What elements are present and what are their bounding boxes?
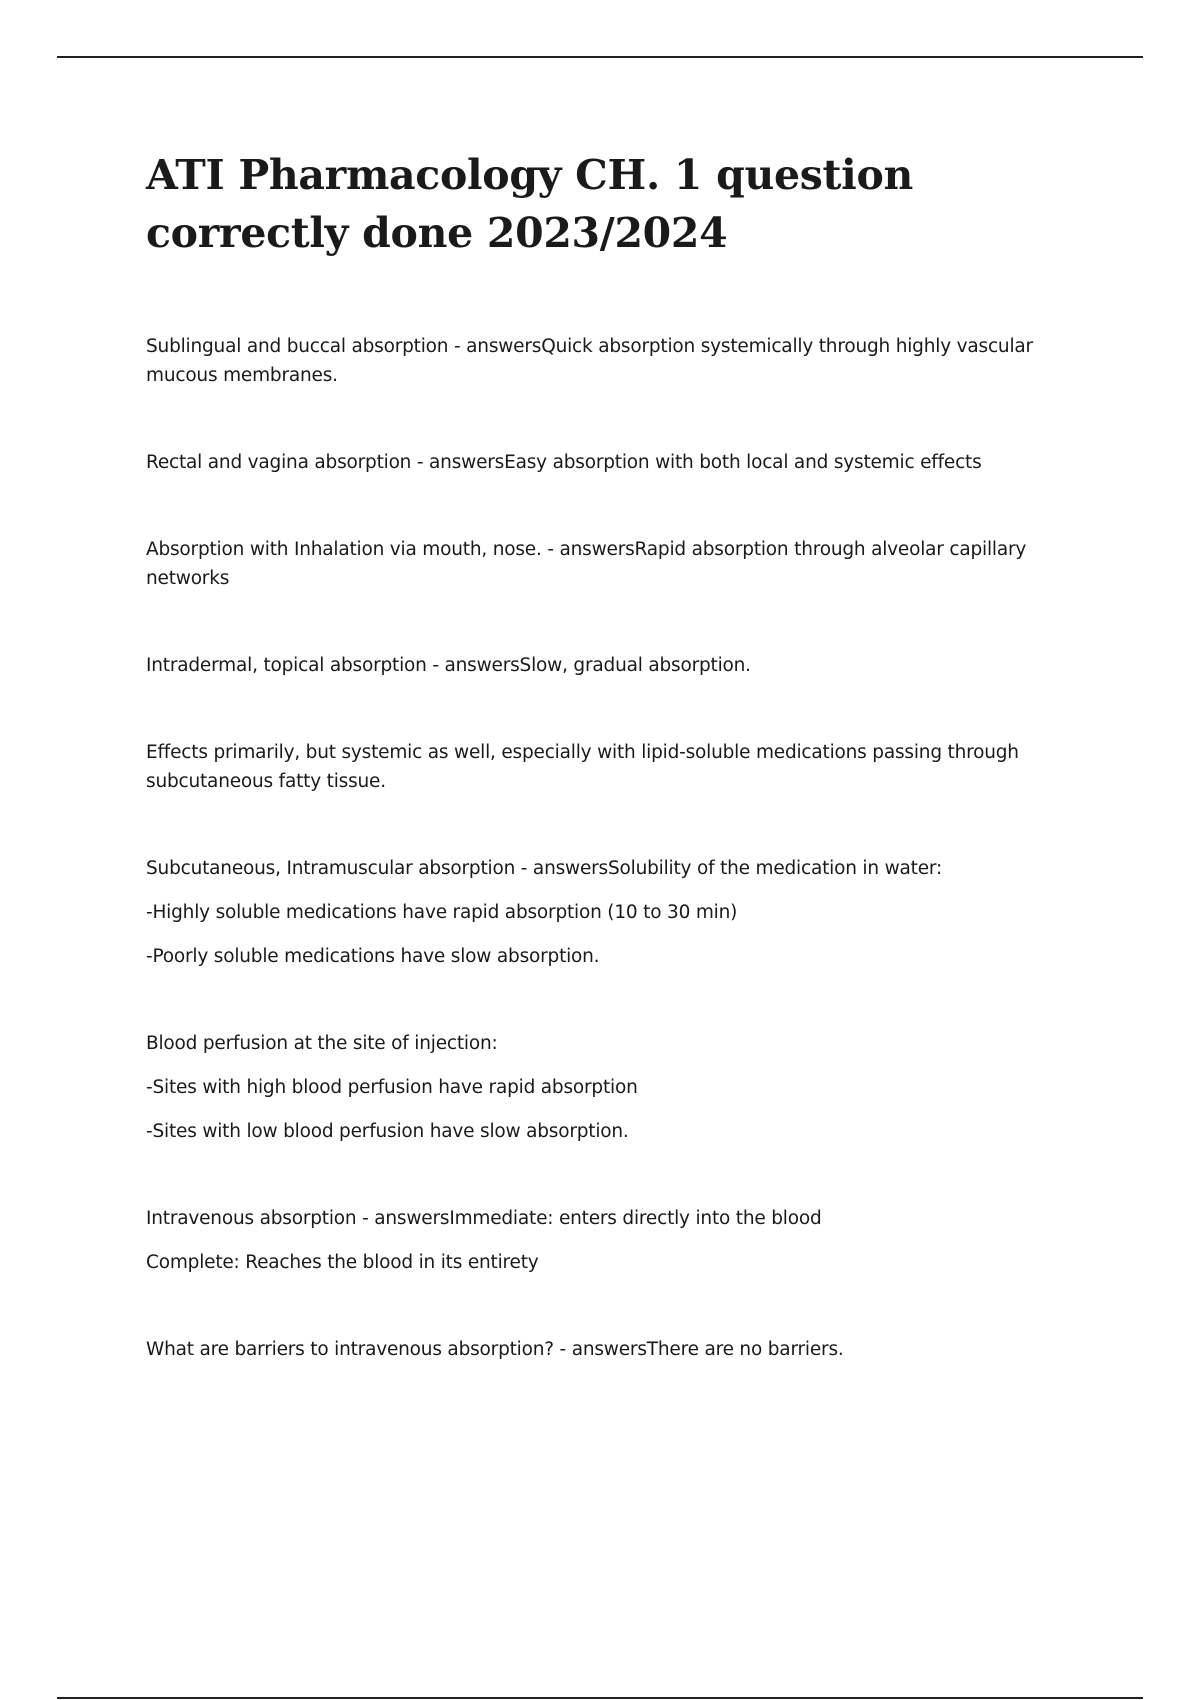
entry-text: Rectal and vagina absorption - answersEasy absorption with both local and systemic effects [146, 452, 982, 473]
document-title: ATI Pharmacology CH. 1 question correctly done 2023/2024 [146, 151, 914, 257]
entry-bullet: -Sites with high blood perfusion have rapid absorption [146, 1077, 638, 1098]
entry-inhalation [146, 535, 1076, 593]
entry-text: Effects primarily, but systemic as well, especially with lipid-soluble medications passing through subcutaneous fatty tissue. [146, 742, 1019, 792]
entry-text: Intradermal, topical absorption - answersSlow, gradual absorption. [146, 655, 751, 676]
entry-iv-barriers [146, 1335, 1076, 1364]
entries-list [146, 332, 1076, 1364]
bottom-divider [57, 1697, 1143, 1699]
entry-effects [146, 738, 1076, 796]
document-body [146, 146, 1076, 1422]
entry-blood-perfusion [146, 1029, 1076, 1146]
entry-bullet: -Highly soluble medications have rapid absorption (10 to 30 min) [146, 902, 738, 923]
entry-sublingual-buccal [146, 332, 1076, 390]
entry-bullet: -Sites with low blood perfusion have slow absorption. [146, 1121, 629, 1142]
entry-rectal-vaginal [146, 448, 1076, 477]
entry-text: Subcutaneous, Intramuscular absorption - answersSolubility of the medication in water: [146, 858, 942, 879]
entry-text: Absorption with Inhalation via mouth, nose. - answersRapid absorption through alveolar capillary networks [146, 539, 1027, 589]
entry-text: What are barriers to intravenous absorption? - answersThere are no barriers. [146, 1339, 844, 1360]
entry-subcutaneous-intramuscular [146, 854, 1076, 971]
entry-text: Complete: Reaches the blood in its entirety [146, 1252, 539, 1273]
top-divider [57, 56, 1143, 58]
entry-intravenous [146, 1204, 1076, 1277]
entry-text: Blood perfusion at the site of injection: [146, 1033, 498, 1054]
entry-intradermal-topical [146, 651, 1076, 680]
entry-text: Sublingual and buccal absorption - answersQuick absorption systemically through highly vascular mucous membranes. [146, 336, 1033, 386]
entry-text: Intravenous absorption - answersImmediate: enters directly into the blood [146, 1208, 822, 1229]
entry-bullet: -Poorly soluble medications have slow absorption. [146, 946, 600, 967]
